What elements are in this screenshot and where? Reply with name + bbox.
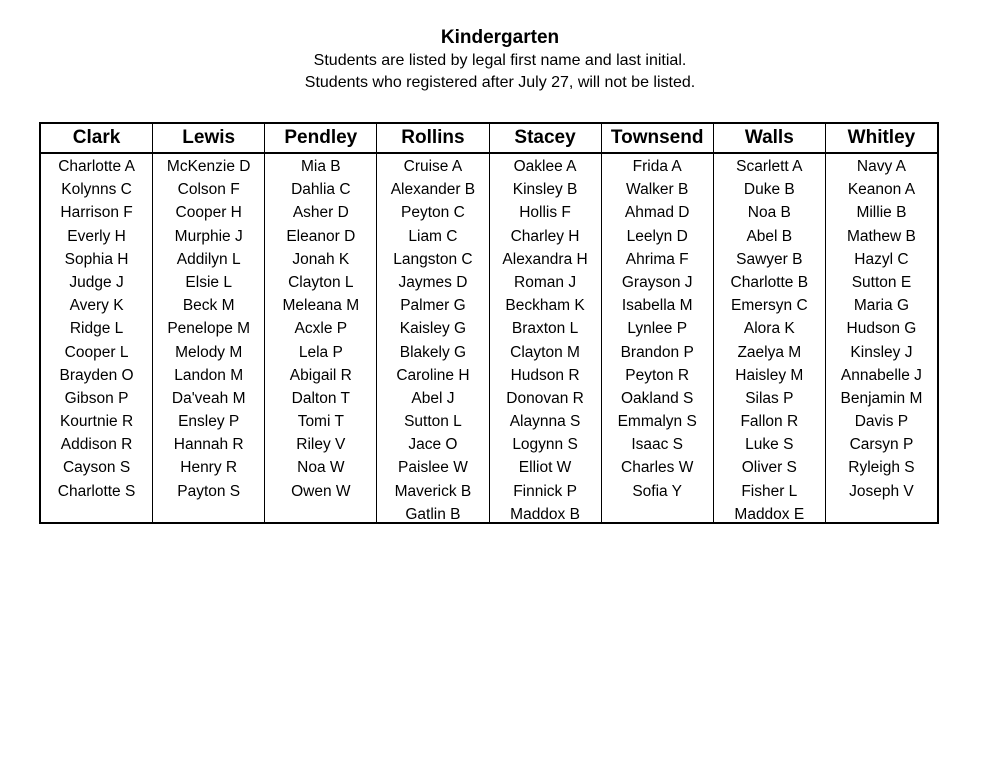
student-name: Sutton L <box>404 413 462 431</box>
student-name: Kaisley G <box>399 320 467 338</box>
student-name: Davis P <box>854 413 909 431</box>
student-name: Cooper H <box>175 204 242 222</box>
student-name: Abel J <box>411 389 455 407</box>
student-list <box>41 154 152 522</box>
student-name: Alexandra H <box>502 250 588 268</box>
student-name: Meleana M <box>282 297 360 315</box>
student-name: Eleanor D <box>286 227 356 245</box>
student-name: Clayton M <box>510 343 580 361</box>
student-name: Palmer G <box>400 297 466 315</box>
student-name: Scarlett A <box>736 158 803 175</box>
student-list <box>153 154 264 522</box>
teacher-name-header: Walls <box>714 124 825 154</box>
teacher-column-pendley <box>265 124 377 522</box>
student-name: Millie B <box>856 204 907 222</box>
student-name: Henry R <box>180 459 238 477</box>
student-list <box>826 154 937 522</box>
student-name: Addison R <box>60 436 133 454</box>
student-name: Roman J <box>514 273 577 291</box>
student-name: Melody M <box>175 343 243 361</box>
student-name: Blakely G <box>399 343 467 361</box>
student-name: Kinsley B <box>512 181 578 199</box>
student-name: Noa B <box>747 204 791 222</box>
teacher-column-lewis <box>153 124 265 522</box>
student-name: Brandon P <box>620 343 694 361</box>
student-name: Cooper L <box>64 343 129 361</box>
student-name: Sofia Y <box>632 482 683 500</box>
teacher-name-header: Pendley <box>265 124 376 154</box>
student-name: Liam C <box>408 227 458 245</box>
student-name: Charles W <box>621 459 694 477</box>
student-list <box>490 154 601 526</box>
student-name: Elsie L <box>185 273 232 291</box>
student-name: Kolynns C <box>61 181 132 199</box>
student-name: Braxton L <box>511 320 579 338</box>
teacher-column-clark <box>41 124 153 522</box>
student-name: Abel B <box>746 227 793 245</box>
student-name: Dahlia C <box>291 181 351 199</box>
subtitle-line-1: Students are listed by legal first name and last initial. <box>313 52 687 69</box>
student-name: Ensley P <box>178 413 240 431</box>
teacher-name-header: Lewis <box>153 124 264 154</box>
student-name: Peyton R <box>625 366 690 384</box>
student-name: Cayson S <box>62 459 131 477</box>
student-name: Hazyl C <box>854 250 909 268</box>
student-name: Sutton E <box>851 273 912 291</box>
student-name: Penelope M <box>167 320 251 338</box>
teacher-column-townsend <box>602 124 714 522</box>
student-name: Beck M <box>182 297 235 315</box>
subtitle-line-2: Students who registered after July 27, will not be listed. <box>304 74 696 91</box>
teacher-name-header: Whitley <box>826 124 937 154</box>
student-name: Asher D <box>292 204 349 222</box>
student-name: Gibson P <box>64 389 129 407</box>
student-name: Langston C <box>393 250 473 268</box>
student-name: Frida A <box>632 158 682 175</box>
student-name: Brayden O <box>59 366 134 384</box>
student-name: Donovan R <box>506 389 584 407</box>
student-name: Mathew B <box>846 227 916 245</box>
student-list <box>714 154 825 526</box>
student-name: Addilyn L <box>176 250 241 268</box>
student-name: Finnick P <box>513 482 577 500</box>
student-name: Charlotte A <box>58 158 135 175</box>
student-name: Abigail R <box>289 366 352 384</box>
student-name: Oakland S <box>620 389 694 407</box>
student-name: Peyton C <box>401 204 465 222</box>
student-name: Gatlin B <box>405 505 461 523</box>
student-name: Avery K <box>69 297 124 315</box>
teacher-column-rollins <box>377 124 489 522</box>
student-name: Oliver S <box>741 459 797 477</box>
student-name: Emmalyn S <box>617 413 697 431</box>
student-list <box>265 154 376 522</box>
student-name: Ahmad D <box>624 204 690 222</box>
student-name: Charlotte S <box>57 482 136 500</box>
teacher-column-walls <box>714 124 826 522</box>
student-name: Landon M <box>174 366 244 384</box>
student-name: Hudson G <box>846 320 917 338</box>
student-name: Carsyn P <box>849 436 914 454</box>
student-name: Paislee W <box>398 459 468 477</box>
student-name: Isabella M <box>621 297 693 315</box>
student-name: Everly H <box>67 227 126 245</box>
student-name: Jace O <box>408 436 458 454</box>
student-name: Noa W <box>297 459 345 477</box>
student-name: Jonah K <box>292 250 350 268</box>
student-name: Luke S <box>745 436 794 454</box>
teacher-column-stacey <box>490 124 602 522</box>
student-name: Harrison F <box>60 204 133 222</box>
class-roster-table <box>39 122 939 524</box>
student-name: Mia B <box>301 158 341 175</box>
student-name: Hannah R <box>173 436 244 454</box>
student-name: Fallon R <box>740 413 799 431</box>
student-name: Hollis F <box>519 204 571 222</box>
student-name: Clayton L <box>288 273 354 291</box>
student-name: Kourtnie R <box>59 413 134 431</box>
student-list <box>602 154 713 522</box>
student-name: Colson F <box>177 181 240 199</box>
student-name: Sawyer B <box>736 250 803 268</box>
student-name: Leelyn D <box>626 227 688 245</box>
student-name: Silas P <box>745 389 794 407</box>
student-name: Dalton T <box>291 389 350 407</box>
student-name: Lynlee P <box>627 320 688 338</box>
teacher-column-whitley <box>826 124 937 522</box>
document-header <box>0 26 1000 94</box>
student-name: McKenzie D <box>166 158 251 175</box>
page-title: Kindergarten <box>440 27 560 48</box>
student-name: Elliot W <box>518 459 572 477</box>
student-name: Grayson J <box>621 273 693 291</box>
student-name: Alexander B <box>390 181 476 199</box>
student-name: Navy A <box>856 158 906 175</box>
student-name: Charlotte B <box>730 273 809 291</box>
student-name: Hudson R <box>510 366 580 384</box>
student-name: Isaac S <box>631 436 684 454</box>
student-name: Joseph V <box>849 482 914 500</box>
teacher-name-header: Stacey <box>490 124 601 154</box>
student-name: Zaelya M <box>737 343 802 361</box>
student-name: Maddox E <box>734 505 805 523</box>
student-name: Jaymes D <box>398 273 468 291</box>
student-name: Judge J <box>69 273 124 291</box>
student-name: Owen W <box>291 482 351 500</box>
student-name: Tomi T <box>297 413 344 431</box>
student-name: Sophia H <box>64 250 129 268</box>
student-list <box>377 154 488 526</box>
student-name: Keanon A <box>847 181 916 199</box>
student-name: Emersyn C <box>730 297 808 315</box>
student-name: Haisley M <box>735 366 804 384</box>
teacher-name-header: Townsend <box>602 124 713 154</box>
student-name: Duke B <box>743 181 795 199</box>
student-name: Maddox B <box>510 505 580 523</box>
student-name: Ryleigh S <box>848 459 915 477</box>
student-name: Charley H <box>510 227 580 245</box>
student-name: Riley V <box>296 436 346 454</box>
student-name: Acxle P <box>294 320 348 338</box>
student-name: Cruise A <box>403 158 463 175</box>
student-name: Caroline H <box>396 366 470 384</box>
student-name: Benjamin M <box>840 389 923 407</box>
student-name: Payton S <box>177 482 241 500</box>
student-name: Alaynna S <box>509 413 581 431</box>
student-name: Maria G <box>853 297 909 315</box>
student-name: Annabelle J <box>840 366 922 384</box>
student-name: Murphie J <box>174 227 243 245</box>
teacher-name-header: Clark <box>41 124 152 154</box>
student-name: Lela P <box>298 343 343 361</box>
student-name: Kinsley J <box>850 343 913 361</box>
student-name: Fisher L <box>741 482 798 500</box>
student-name: Walker B <box>626 181 689 199</box>
student-name: Oaklee A <box>513 158 577 175</box>
student-name: Da'veah M <box>171 389 246 407</box>
student-name: Ridge L <box>69 320 124 338</box>
teacher-name-header: Rollins <box>377 124 488 154</box>
student-name: Logynn S <box>512 436 578 454</box>
student-name: Beckham K <box>505 297 585 315</box>
student-name: Maverick B <box>394 482 472 500</box>
student-name: Alora K <box>743 320 795 338</box>
student-name: Ahrima F <box>625 250 689 268</box>
